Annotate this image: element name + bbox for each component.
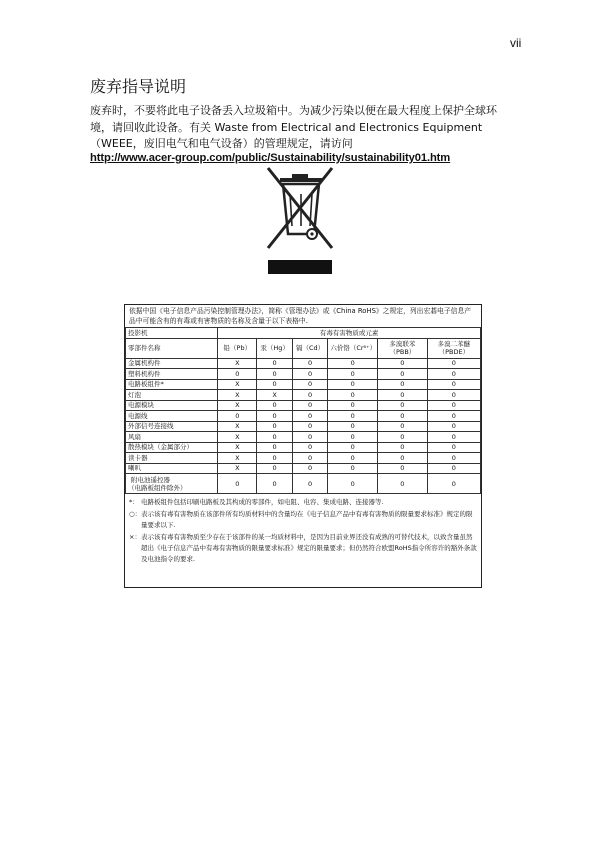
table-cell: X [218,400,257,411]
table-row [126,453,481,464]
table-cell: 0 [292,358,328,369]
weee-info-link[interactable]: http://www.acer-group.com/public/Sustainability/sustainability01.htm [90,152,451,164]
table-cell: 0 [427,432,480,443]
table-cell: X [218,358,257,369]
table-cell: 0 [328,390,378,401]
rohs-part-name: 金属机构件 [126,358,218,369]
table-cell: 0 [218,411,257,422]
note-text: 表示该有毒有害物质在该部件所有均质材料中的含量均在《电子信息产品中有毒有害物质的限量要求标准》规定的限量要求以下. [141,510,473,529]
rohs-row-remote-line1: 附电池遥控器 [131,475,170,484]
table-cell: 0 [378,400,428,411]
rohs-col-hg: 汞（Hg） [257,338,293,358]
table-cell: 0 [292,432,328,443]
rohs-part-name: 风扇 [126,432,218,443]
rohs-part-name: 灯泡 [126,390,218,401]
note-mark: ×： [129,533,141,541]
table-cell: 0 [328,369,378,380]
table-cell: 0 [218,369,257,380]
table-cell: X [218,379,257,390]
rohs-part-name: 喇叭 [126,463,218,474]
intro-line-2: 境，请回收此设备。有关 Waste from Electrical and Electronics Equipment [90,120,483,134]
table-cell: 0 [292,463,328,474]
table-cell: 0 [257,432,293,443]
rohs-part-name: 读卡器 [126,453,218,464]
rohs-header-text: 依据中国《电子信息产品污染控制管理办法》，简称《管理办法》或《China RoHS》之规定，列出宏碁电子信息产品中可能含有的有毒或有害物质的名称及含量于以下表格中. [129,307,472,325]
table-row [126,432,481,443]
table-cell: X [218,432,257,443]
crossed-out-wheelie-bin-icon [262,164,338,276]
table-cell: 0 [427,369,480,380]
rohs-col-cr6: 六价铬（Cr⁶⁺） [328,338,378,358]
table-cell: X [218,442,257,453]
table-row [126,369,481,380]
note-text: 电路板组件包括印刷电路板及其构成的零部件，如电阻、电容、集成电路、连接器等. [141,498,384,506]
table-cell: 0 [292,421,328,432]
table-cell: 0 [378,411,428,422]
table-cell: 0 [328,400,378,411]
table-cell: 0 [292,442,328,453]
table-cell: 0 [328,379,378,390]
rohs-row-remote-name [126,474,218,494]
rohs-table [125,327,481,494]
table-cell: 0 [427,358,480,369]
rohs-group-substances: 有毒有害物质或元素 [218,328,481,339]
table-cell: 0 [257,369,293,380]
table-cell: 0 [328,432,378,443]
table-cell: 0 [292,453,328,464]
table-cell: 0 [378,453,428,464]
table-cell: 0 [427,400,480,411]
table-row [126,421,481,432]
table-cell: 0 [292,411,328,422]
table-cell: 0 [328,421,378,432]
table-cell: 0 [328,474,378,494]
table-cell: 0 [427,379,480,390]
rohs-part-name: 电源模块 [126,400,218,411]
rohs-col-pbb: 多溴联苯（PBB） [378,338,428,358]
rohs-group-product: 投影机 [126,328,218,339]
table-cell: 0 [427,474,480,494]
rohs-part-name: 塑料机构件 [126,369,218,380]
note-mark: *： [129,498,139,506]
table-row [126,379,481,390]
table-cell: 0 [378,390,428,401]
rohs-note-asterisk [129,497,477,508]
table-cell: X [218,390,257,401]
rohs-disclosure-box [124,304,482,588]
rohs-part-name: 散热模块（金属部分） [126,442,218,453]
table-cell: 0 [257,442,293,453]
table-cell: 0 [378,421,428,432]
table-cell: 0 [257,463,293,474]
intro-line-3: （WEEE，废旧电气和电气设备）的管理规定，请访问 [90,137,353,150]
table-cell: 0 [257,358,293,369]
table-cell: 0 [378,379,428,390]
rohs-notes [125,494,481,565]
table-cell: 0 [378,463,428,474]
note-text: 表示该有毒有害物质至少存在于该部件的某一均质材料中，是因为目前业界还没有成熟的可替代技术，以致含量虽然超出《电子信息产品中有毒有害物质的限量要求标准》规定的限量要求；但仍然符合欧盟RoHS指令所容许的豁外条款及电池指令的要求. [141,533,477,563]
table-cell: 0 [378,442,428,453]
table-cell: 0 [427,463,480,474]
rohs-note-circle [129,509,477,531]
table-row [126,358,481,369]
table-cell: 0 [328,463,378,474]
rohs-part-name: 电源线 [126,411,218,422]
note-mark: ○： [129,510,142,518]
rohs-part-name: 电路板组件* [126,379,218,390]
page-title: 废弃指导说明 [90,77,187,96]
table-cell: 0 [292,474,328,494]
table-cell: 0 [378,358,428,369]
table-cell: 0 [378,474,428,494]
table-row [126,463,481,474]
intro-paragraph [90,103,530,153]
page-number: vii [510,36,522,50]
table-row [126,411,481,422]
table-cell: X [257,390,293,401]
table-cell: 0 [328,358,378,369]
table-cell: 0 [257,474,293,494]
table-cell: X [218,463,257,474]
rohs-col-pbde: 多溴二苯醚（PBDE） [427,338,480,358]
table-cell: 0 [257,453,293,464]
table-row [126,442,481,453]
rohs-col-pb: 铅（Pb） [218,338,257,358]
table-cell: 0 [427,442,480,453]
rohs-note-cross [129,532,477,565]
table-cell: 0 [427,411,480,422]
table-cell: 0 [292,390,328,401]
table-cell: 0 [292,400,328,411]
rohs-col-part: 零部件名称 [126,338,218,358]
table-row [126,390,481,401]
table-cell: 0 [427,421,480,432]
table-cell: 0 [257,411,293,422]
table-cell: 0 [292,379,328,390]
table-cell: 0 [257,421,293,432]
table-cell: 0 [328,453,378,464]
table-cell: 0 [427,453,480,464]
table-cell: 0 [378,432,428,443]
table-cell: 0 [218,474,257,494]
rohs-part-name: 外部信号连接线 [126,421,218,432]
table-cell: 0 [257,400,293,411]
table-row [126,400,481,411]
table-cell: X [218,421,257,432]
table-cell: 0 [328,411,378,422]
table-cell: 0 [378,369,428,380]
rohs-col-cd: 镉（Cd） [292,338,328,358]
rohs-row-remote-line2: （电路板组件除外） [128,483,187,492]
table-cell: 0 [257,379,293,390]
table-cell: 0 [427,390,480,401]
table-cell: 0 [328,442,378,453]
table-cell: 0 [292,369,328,380]
table-cell: X [218,453,257,464]
intro-line-1: 废弃时，不要将此电子设备丢入垃圾箱中。为减少污染以便在最大程度上保护全球环 [90,104,497,117]
